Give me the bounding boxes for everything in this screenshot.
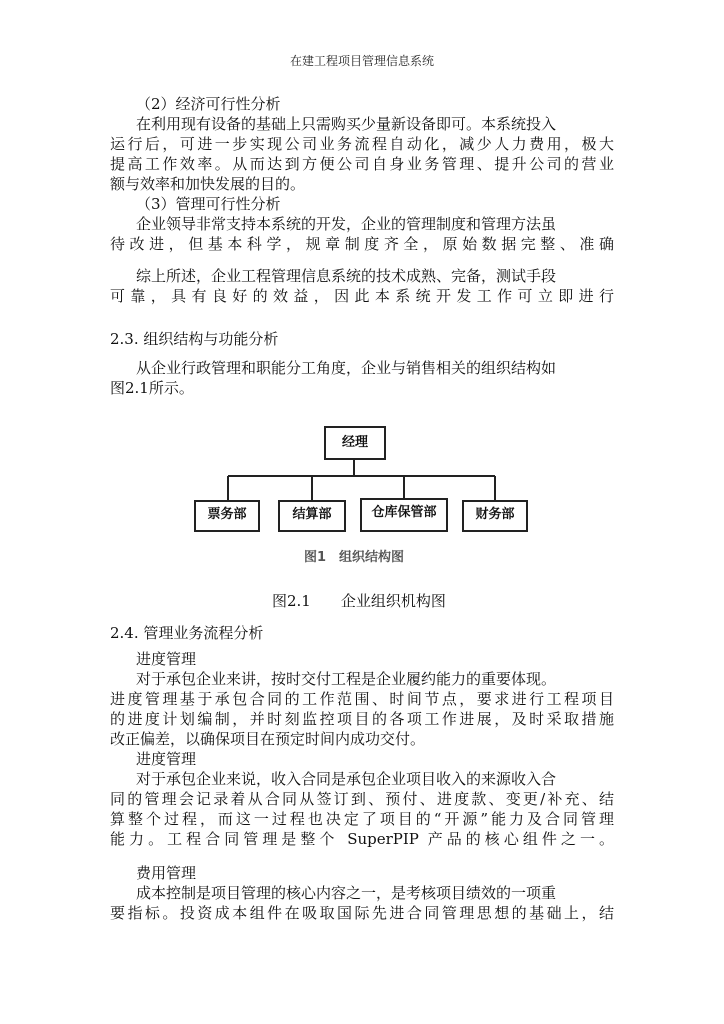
org-node-ticket-dept: 票务部: [194, 500, 260, 532]
paragraph-line: 待改进，但基本科学，规章制度齐全，原始数据完整、准确: [110, 235, 614, 253]
paragraph-line: 可靠，具有良好的效益，因此本系统开发工作可立即进行: [110, 287, 614, 305]
subsection-title-cost: 费用管理: [136, 864, 197, 882]
figure-caption: 图2.1 企业组织机构图: [272, 592, 446, 610]
paragraph-line: 能力。工程合同管理是整个 SuperPIP 产品的核心组件之一。: [110, 830, 614, 848]
paragraph-line: 提高工作效率。从而达到方便公司自身业务管理、提升公司的营业: [110, 155, 614, 173]
paragraph-line: 的进度计划编制，并时刻监控项目的各项工作进展，及时采取措施: [110, 710, 614, 728]
subsection-title-contract: 进度管理: [136, 750, 197, 768]
org-node-manager: 经理: [324, 426, 386, 460]
subsection-title-progress: 进度管理: [136, 650, 197, 668]
paragraph-line: 额与效率和加快发展的目的。: [110, 175, 306, 193]
paragraph-line: 对于承包企业来说，收入合同是承包企业项目收入的来源收入合: [136, 770, 557, 788]
paragraph-line: 综上所述，企业工程管理信息系统的技术成熟、完备，测试手段: [136, 267, 557, 285]
section-title-economic: （2）经济可行性分析: [136, 95, 281, 113]
org-node-finance-dept: 财务部: [462, 500, 528, 532]
paragraph-line: 改正偏差，以确保项目在预定时间内成功交付。: [110, 730, 426, 748]
paragraph-line: 在利用现有设备的基础上只需购买少量新设备即可。本系统投入: [136, 115, 557, 133]
paragraph-line: 图2.1所示。: [110, 379, 194, 397]
paragraph-line: 对于承包企业来讲，按时交付工程是企业履约能力的重要体现。: [136, 670, 557, 688]
org-node-warehouse-dept: 仓库保管部: [360, 498, 448, 532]
paragraph-line: 成本控制是项目管理的核心内容之一，是考核项目绩效的一项重: [136, 884, 557, 902]
paragraph-line: 进度管理基于承包合同的工作范围、时间节点，要求进行工程项目: [110, 690, 614, 708]
page-header: 在建工程项目管理信息系统: [289, 54, 434, 68]
paragraph-line: 从企业行政管理和职能分工角度，企业与销售相关的组织结构如: [136, 359, 557, 377]
org-chart-caption: 图1 组织结构图: [304, 550, 405, 565]
paragraph-line: 算整个过程，而这一过程也决定了项目的“开源”能力及合同管理: [110, 810, 614, 828]
section-heading-2-3: 2.3. 组织结构与功能分析: [110, 330, 279, 348]
paragraph-line: 企业领导非常支持本系统的开发，企业的管理制度和管理方法虽: [136, 215, 557, 233]
org-node-settlement-dept: 结算部: [278, 500, 346, 532]
paragraph-line: 要指标。投资成本组件在吸取国际先进合同管理思想的基础上，结: [110, 904, 614, 922]
paragraph-line: 运行后，可进一步实现公司业务流程自动化，减少人力费用，极大: [110, 135, 614, 153]
section-heading-2-4: 2.4. 管理业务流程分析: [110, 624, 264, 642]
paragraph-line: 同的管理会记录着从合同从签订到、预付、进度款、变更/补充、结: [110, 790, 614, 808]
section-title-management: （3）管理可行性分析: [136, 195, 281, 213]
